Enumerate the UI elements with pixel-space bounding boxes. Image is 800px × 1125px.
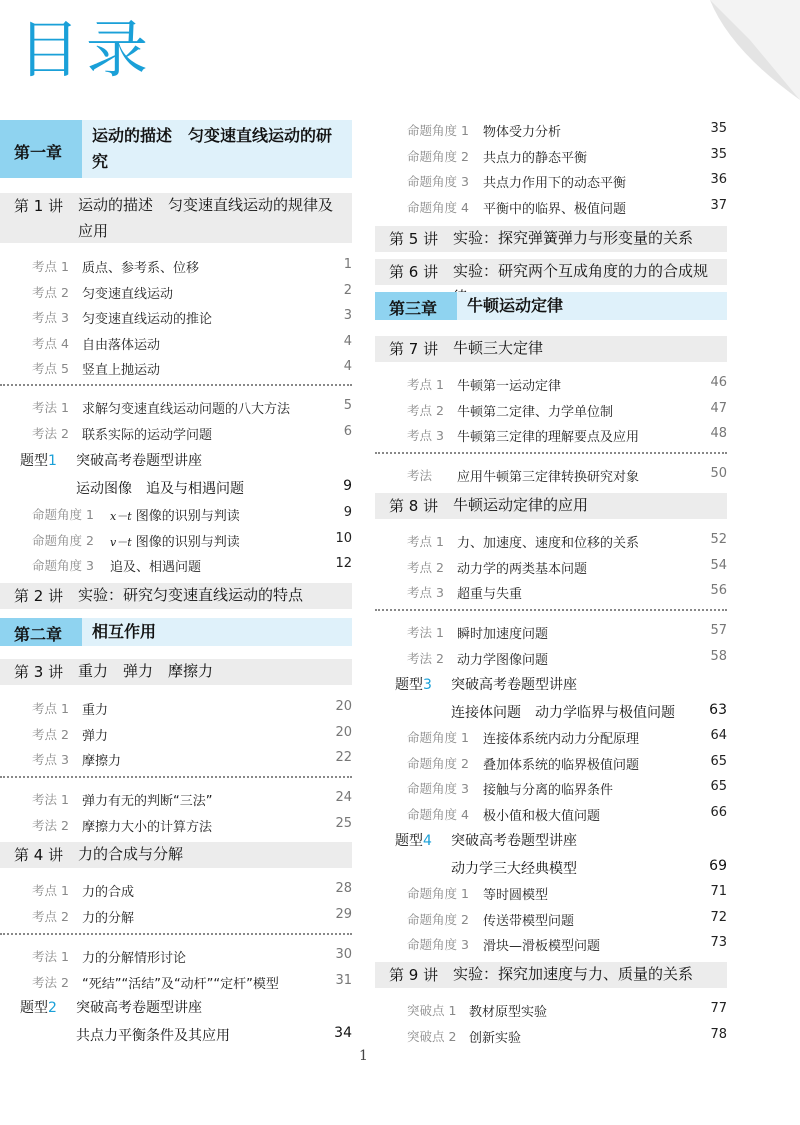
lecture-6[interactable] (375, 259, 727, 285)
toc-entry[interactable] (375, 194, 727, 218)
toc-entry[interactable] (0, 721, 352, 745)
entry-text: 追及、相遇问题 (110, 560, 202, 575)
entry-tag: 考法 1 (32, 949, 69, 964)
entry-tag: 考点 3 (407, 428, 444, 443)
toc-entry[interactable] (375, 645, 727, 669)
entry-text: 极小值和极大值问题 (483, 808, 601, 824)
entry-page: 46 (710, 375, 727, 390)
entry-tag: 考点 2 (407, 559, 444, 575)
lecture-1[interactable] (0, 193, 352, 243)
qt-label: 题型 (395, 833, 423, 849)
entry-page: 35 (710, 121, 727, 136)
entry-page: 3 (343, 308, 352, 323)
entry-text: 教材原型实验 (469, 1005, 548, 1020)
dotted-divider (375, 609, 727, 612)
entry-page: 54 (710, 557, 727, 573)
qt-number: 3 (423, 677, 432, 693)
toc-entry[interactable] (0, 330, 352, 354)
qt-title: 突破高考卷题型讲座 (76, 1000, 202, 1016)
entry-text: 联系实际的运动学问题 (82, 427, 213, 443)
entry-tag: 考法 1 (32, 792, 69, 807)
entry-text: 力的合成 (82, 885, 135, 900)
entry-page: 65 (710, 779, 727, 794)
entry-page: 6 (343, 423, 352, 439)
toc-entry[interactable] (0, 695, 352, 719)
question-type-1[interactable] (0, 450, 352, 474)
entry-text: 弹力有无的判断“三法” (82, 794, 213, 809)
entry-tag: 命题角度 1 (407, 730, 469, 745)
entry-page: 24 (335, 790, 352, 805)
entry-text (110, 505, 240, 524)
chapter-2[interactable] (0, 618, 352, 646)
entry-page: 1 (343, 257, 352, 272)
entry-page: 36 (710, 172, 727, 187)
entry-page: 56 (710, 583, 727, 598)
chapter-title: 牛顿运动定律 (467, 296, 564, 315)
toc-entry[interactable] (0, 279, 352, 303)
toc-entry[interactable] (375, 422, 727, 446)
entry-text: 摩擦力 (82, 754, 122, 769)
lecture-title: 牛顿三大定律 (453, 339, 544, 357)
qt-subtitle-row[interactable] (0, 478, 352, 502)
entry-text: 摩擦力大小的计算方法 (82, 819, 213, 835)
entry-tag: 考点 1 (407, 534, 444, 549)
entry-tag: 突破点 2 (407, 1028, 457, 1044)
question-type-3[interactable] (375, 674, 727, 698)
entry-page: 57 (710, 623, 727, 638)
entry-tag: 命题角度 3 (407, 174, 469, 189)
toc-entry[interactable] (0, 253, 352, 277)
entry-text: 应用牛顿第三定律转换研究对象 (457, 470, 640, 485)
entry-text-body: 图像的识别与判读 (135, 509, 240, 524)
toc-entry[interactable] (375, 880, 727, 904)
toc-entry[interactable] (0, 877, 352, 901)
entry-text: 超重与失重 (457, 587, 523, 602)
entry-text: 连接体系统内动力分配原理 (483, 732, 640, 747)
entry-math: v－t (110, 535, 132, 549)
entry-page: 73 (710, 935, 727, 950)
toc-entry[interactable] (375, 906, 727, 930)
lecture-9[interactable] (375, 962, 727, 988)
entry-tag: 考点 3 (32, 310, 69, 325)
entry-text: 自由落体运动 (82, 337, 161, 353)
entry-page: 2 (343, 282, 352, 298)
entry-page: 64 (710, 728, 727, 743)
qt-page: 69 (709, 858, 727, 874)
entry-text: 滑块—滑板模型问题 (483, 939, 601, 954)
lecture-7[interactable] (375, 336, 727, 362)
toc-entry[interactable] (0, 552, 352, 576)
entry-text: 力、加速度、速度和位移的关系 (457, 536, 640, 551)
entry-tag: 命题角度 4 (407, 806, 469, 822)
entry-text: 等时圆模型 (483, 888, 549, 903)
entry-page: 37 (710, 197, 727, 213)
toc-entry[interactable] (375, 619, 727, 643)
entry-tag: 命题角度 2 (407, 755, 469, 771)
entry-math: x－t (110, 510, 132, 523)
lecture-label: 第 9 讲 (389, 966, 439, 984)
qt-label: 题型 (20, 1000, 48, 1016)
dotted-divider (0, 776, 352, 779)
entry-tag: 命题角度 4 (407, 199, 469, 215)
entry-page: 5 (343, 398, 352, 413)
lecture-8[interactable] (375, 493, 727, 519)
entry-text: 共点力作用下的动态平衡 (483, 176, 627, 191)
qt-title: 突破高考卷题型讲座 (76, 453, 202, 469)
qt-subtitle: 动力学三大经典模型 (451, 861, 577, 877)
toc-entry[interactable] (375, 750, 727, 774)
entry-tag: 命题角度 3 (32, 558, 94, 573)
toc-entry[interactable] (375, 168, 727, 192)
entry-text: 竖直上抛运动 (82, 363, 161, 378)
entry-text: 传送带模型问题 (483, 913, 575, 929)
entry-text: 重力 (82, 703, 109, 718)
entry-page: 66 (710, 804, 727, 820)
entry-text: 物体受力分析 (483, 125, 562, 140)
qt-page: 63 (709, 702, 727, 718)
lecture-label: 第 3 讲 (14, 663, 64, 681)
qt-label: 题型 (395, 677, 423, 693)
entry-text: 牛顿第一运动定律 (457, 379, 562, 394)
toc-entry[interactable] (375, 579, 727, 603)
entry-text: 创新实验 (469, 1030, 522, 1046)
entry-tag: 命题角度 2 (407, 148, 469, 164)
toc-entry[interactable] (375, 931, 727, 955)
toc-entry[interactable] (375, 117, 727, 141)
question-type-2[interactable] (0, 997, 352, 1021)
lecture-label: 第 4 讲 (14, 846, 64, 864)
entry-page: 47 (710, 400, 727, 416)
entry-text: 平衡中的临界、极值问题 (483, 201, 627, 217)
entry-page: 4 (343, 333, 352, 349)
toc-entry[interactable] (375, 801, 727, 825)
entry-text: 叠加体系统的临界极值问题 (483, 757, 640, 773)
lecture-label: 第 8 讲 (389, 497, 439, 515)
entry-text: 牛顿第三定律的理解要点及应用 (457, 430, 640, 445)
chapter-1[interactable] (0, 120, 352, 178)
entry-page: 71 (710, 884, 727, 899)
entry-tag: 命题角度 2 (32, 532, 94, 548)
toc-entry[interactable] (0, 394, 352, 418)
entry-page: 35 (710, 146, 727, 162)
lecture-title: 实验：探究弹簧弹力与形变量的关系 (453, 229, 694, 247)
entry-text-body: 图像的识别与判读 (135, 534, 240, 550)
entry-tag: 考点 2 (407, 402, 444, 418)
page-number: 1 (359, 1048, 368, 1064)
toc-entry[interactable] (375, 143, 727, 167)
entry-page: 31 (335, 972, 352, 988)
entry-tag: 突破点 1 (407, 1003, 457, 1018)
entry-page: 72 (710, 909, 727, 925)
lecture-label: 第 6 讲 (389, 263, 439, 281)
lecture-label: 第 1 讲 (14, 197, 64, 215)
qt-number: 4 (423, 833, 432, 849)
entry-page: 52 (710, 532, 727, 547)
entry-text: 弹力 (82, 728, 109, 744)
entry-text: 动力学图像问题 (457, 652, 549, 668)
lecture-label: 第 2 讲 (14, 587, 64, 605)
lecture-title: 重力 弹力 摩擦力 (78, 662, 214, 680)
qt-title: 突破高考卷题型讲座 (451, 833, 577, 849)
lecture-title: 实验：研究两个互成角度的力的合成规 (453, 262, 709, 280)
entry-tag: 考法 2 (32, 974, 69, 990)
entry-text: 匀变速直线运动的推论 (82, 312, 213, 327)
qt-subtitle: 共点力平衡条件及其应用 (76, 1028, 230, 1044)
entry-tag: 命题角度 3 (407, 937, 469, 952)
chapter-label: 第二章 (14, 625, 63, 644)
entry-text: 求解匀变速直线运动问题的八大方法 (82, 402, 291, 417)
lecture-label: 第 7 讲 (389, 340, 439, 358)
entry-page: 48 (710, 426, 727, 441)
lecture-3[interactable] (0, 659, 352, 685)
toc-entry[interactable] (375, 397, 727, 421)
entry-text: 匀变速直线运动 (82, 286, 174, 302)
entry-page: 22 (335, 750, 352, 765)
toc-entry[interactable] (375, 1023, 727, 1047)
entry-tag: 考法 1 (32, 400, 69, 415)
page-curl-decoration (690, 0, 800, 100)
toc-entry[interactable] (0, 969, 352, 993)
chapter-title: 运动的描述 匀变速直线运动的研究 (92, 126, 333, 171)
qt-number: 1 (48, 453, 57, 469)
entry-tag: 考点 5 (32, 361, 69, 376)
entry-text: 质点、参考系、位移 (82, 261, 200, 276)
entry-tag: 考点 2 (32, 908, 69, 924)
toc-entry[interactable] (0, 304, 352, 328)
toc-entry[interactable] (0, 746, 352, 770)
entry-tag: 考法 (407, 468, 433, 483)
lecture-5[interactable] (375, 226, 727, 252)
entry-tag: 考法 2 (32, 425, 69, 441)
entry-text (110, 531, 240, 550)
toc-entry[interactable] (375, 528, 727, 552)
entry-tag: 命题角度 1 (407, 886, 469, 901)
entry-tag: 考法 2 (32, 817, 69, 833)
qt-title: 突破高考卷题型讲座 (451, 677, 577, 693)
entry-tag: 考点 1 (32, 701, 69, 716)
chapter-title: 相互作用 (92, 622, 157, 641)
entry-tag: 命题角度 3 (407, 781, 469, 796)
chapter-label: 第一章 (14, 143, 63, 162)
toc-entry[interactable] (375, 462, 727, 486)
entry-page: 30 (335, 947, 352, 962)
entry-page: 50 (710, 466, 727, 481)
qt-subtitle: 运动图像 追及与相遇问题 (76, 481, 244, 497)
toc-entry[interactable] (0, 786, 352, 810)
toc-entry[interactable] (0, 420, 352, 444)
entry-page: 10 (335, 530, 352, 546)
entry-tag: 考点 2 (32, 284, 69, 300)
qt-label: 题型 (20, 453, 48, 469)
toc-entry[interactable] (0, 943, 352, 967)
qt-subtitle-row[interactable] (0, 1025, 352, 1049)
entry-tag: 考点 3 (407, 585, 444, 600)
entry-page: 58 (710, 648, 727, 664)
entry-page: 78 (710, 1026, 727, 1042)
entry-tag: 考点 1 (32, 883, 69, 898)
entry-tag: 命题角度 1 (407, 123, 469, 138)
entry-tag: 考点 2 (32, 726, 69, 742)
entry-page: 28 (335, 881, 352, 896)
dotted-divider (0, 384, 352, 387)
entry-tag: 考法 1 (407, 625, 444, 640)
toc-entry[interactable] (375, 724, 727, 748)
question-type-4[interactable] (375, 830, 727, 854)
entry-page: 77 (710, 1001, 727, 1016)
entry-page: 20 (335, 724, 352, 740)
toc-entry[interactable] (0, 812, 352, 836)
entry-tag: 考法 2 (407, 650, 444, 666)
qt-subtitle: 连接体问题 动力学临界与极值问题 (451, 705, 675, 721)
toc-entry[interactable] (0, 527, 352, 551)
entry-text: 瞬时加速度问题 (457, 627, 549, 642)
dotted-divider (0, 933, 352, 936)
lecture-title: 实验：探究加速度与力、质量的关系 (453, 965, 694, 983)
dotted-divider (375, 452, 727, 455)
entry-text: 动力学的两类基本问题 (457, 561, 588, 577)
lecture-2[interactable] (0, 583, 352, 609)
toc-entry[interactable] (0, 355, 352, 379)
entry-tag: 命题角度 1 (32, 507, 94, 522)
entry-tag: 考点 1 (407, 377, 444, 392)
entry-tag: 考点 1 (32, 259, 69, 274)
entry-page: 65 (710, 753, 727, 769)
entry-text: 力的分解情形讨论 (82, 951, 187, 966)
entry-text: 牛顿第二定律、力学单位制 (457, 404, 614, 420)
toc-title: 目录 (18, 13, 155, 86)
entry-page: 29 (335, 906, 352, 922)
lecture-label: 第 5 讲 (389, 230, 439, 248)
lecture-title: 运动的描述 匀变速直线运动的规律及应用 (78, 196, 334, 240)
toc-entry[interactable] (375, 371, 727, 395)
toc-entry[interactable] (375, 775, 727, 799)
lecture-title: 牛顿运动定律的应用 (453, 496, 589, 514)
entry-page: 20 (335, 699, 352, 714)
toc-entry[interactable] (0, 501, 352, 525)
entry-page: 4 (343, 359, 352, 374)
entry-text: 接触与分离的临界条件 (483, 783, 614, 798)
entry-text: “死结”“活结”及“动杆”“定杆”模型 (82, 976, 279, 992)
toc-entry[interactable] (375, 997, 727, 1021)
entry-page: 12 (335, 556, 352, 571)
entry-tag: 考点 4 (32, 335, 69, 351)
chapter-3[interactable] (375, 292, 727, 320)
toc-entry[interactable] (0, 903, 352, 927)
qt-page: 34 (334, 1025, 352, 1041)
lecture-4[interactable] (0, 842, 352, 868)
lecture-title: 力的合成与分解 (78, 845, 184, 863)
entry-page: 25 (335, 815, 352, 831)
chapter-label: 第三章 (389, 299, 438, 318)
entry-page: 9 (343, 505, 352, 520)
toc-entry[interactable] (375, 554, 727, 578)
entry-text: 共点力的静态平衡 (483, 150, 588, 166)
qt-subtitle-row[interactable] (375, 858, 727, 882)
qt-subtitle-row[interactable] (375, 702, 727, 726)
entry-tag: 考点 3 (32, 752, 69, 767)
lecture-title: 实验：研究匀变速直线运动的特点 (78, 586, 304, 604)
qt-number: 2 (48, 1000, 57, 1016)
entry-tag: 命题角度 2 (407, 911, 469, 927)
entry-text: 力的分解 (82, 910, 135, 926)
qt-page: 9 (343, 478, 352, 494)
